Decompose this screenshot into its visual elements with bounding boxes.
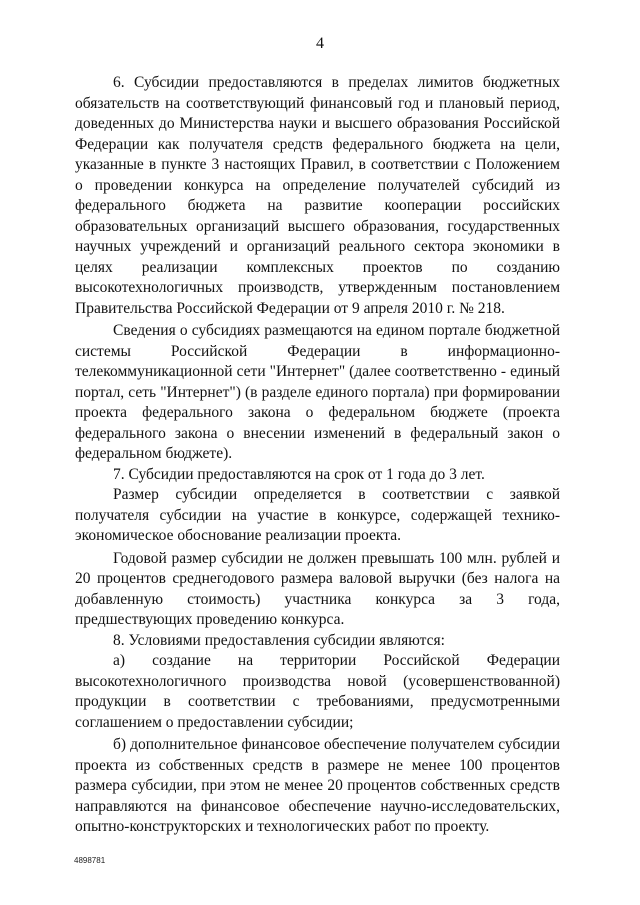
paragraph-annual-subsidy-limit: Годовой размер субсидии не должен превышать 100 млн. рублей и 20 процентов среднегодового размера валовой выручки (без налога на добавленную стоимость) участника конкурса за 3 года, предшествующих проведению конкурса. [75, 549, 560, 628]
document-body [75, 73, 560, 838]
paragraph-subsidy-info-portal: Сведения о субсидиях размещаются на едином портале бюджетной системы Российской Федерации в информационно-телекоммуникационной сети "Интернет" (далее соответственно - единый портал, сеть "Интернет") (в разделе единого портала) при формировании проекта федерального закона о федеральном бюджете (проекта федерального закона о внесении изменений в федеральный закон о федеральном бюджете). [75, 322, 560, 462]
paragraph-condition-b: б) дополнительное финансовое обеспечение получателем субсидии проекта из собственных средств в размере не менее 100 процентов размера субсидии, при этом не менее 20 процентов собственных средств направляются на финансовое обеспечение научно-исследовательских, опытно-конструкторских и технологических работ по проекту. [75, 736, 560, 835]
page-number: 4 [316, 35, 324, 52]
document-code: 4898781 [74, 856, 106, 865]
paragraph-8-conditions: 8. Условиями предоставления субсидии являются: [113, 631, 445, 649]
paragraph-7-subsidy-term: 7. Субсидии предоставляются на срок от 1 года до 3 лет. [113, 465, 485, 483]
paragraph-condition-a: а) создание на территории Российской Федерации высокотехнологичного производства новой (усовершенствованной) продукции в соответствии с требованиями, предусмотренными соглашением о предоставлении субсидии; [75, 652, 560, 731]
paragraph-subsidy-amount: Размер субсидии определяется в соответствии с заявкой получателя субсидии на участие в конкурсе, содержащей технико-экономическое обоснование реализации проекта. [75, 486, 560, 544]
paragraph-6-subsidy-limits: 6. Субсидии предоставляются в пределах лимитов бюджетных обязательств на соответствующий финансовый год и плановый период, доведенных до Министерства науки и высшего образования Российской Федерации как получателя средств федерального бюджета на цели, указанные в пункте 3 настоящих Правил, в соответствии с Положением о проведении конкурса на определение получателей субсидий из федерального бюджета на развитие кооперации российских образовательных организаций высшего образования, государственных научных учреждений и организаций реального сектора экономики в целях реализации комплексных проектов по созданию высокотехнологичных производств, утвержденным постановлением Правительства Российской Федерации от 9 апреля 2010 г. № 218. [75, 74, 560, 317]
